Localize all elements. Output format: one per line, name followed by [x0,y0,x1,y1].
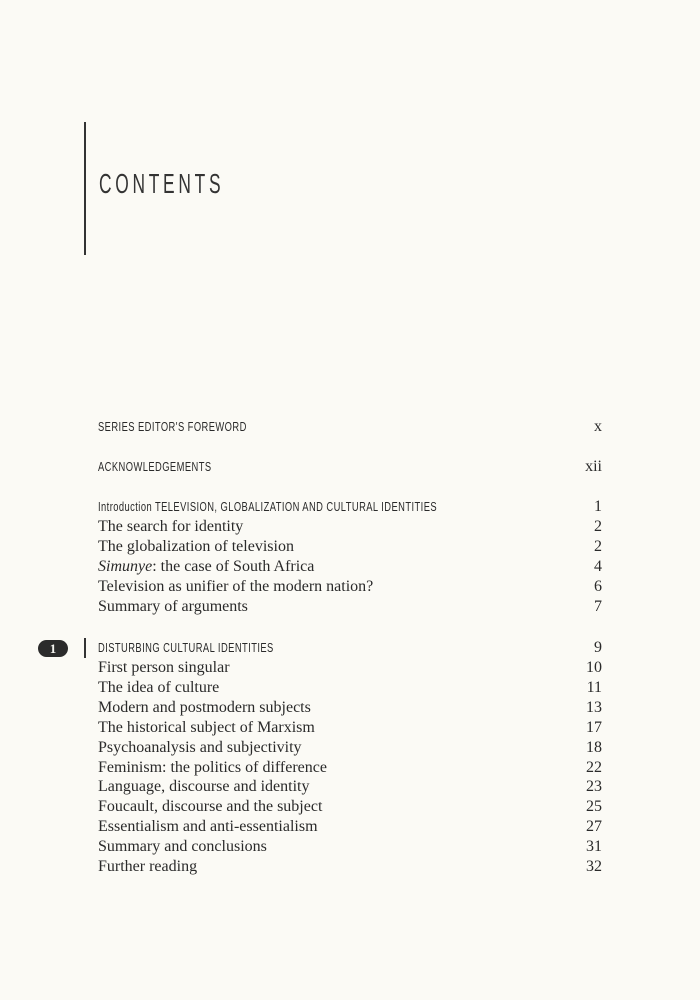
section-page: 6 [594,578,602,595]
introduction-prefix: Introduction [98,499,153,514]
toc-row-chapter-1[interactable] [98,638,602,658]
section-label [98,557,314,577]
section-label: Essentialism and anti-essentialism [98,818,318,835]
toc-row[interactable] [98,718,602,738]
toc-row-acknowledgements[interactable] [98,457,602,477]
chapter-vertical-rule [84,638,86,658]
section-label: Television as unifier of the modern nation? [98,578,374,595]
section-page: 17 [586,719,602,736]
section-label: Summary and conclusions [98,838,267,855]
toc-row[interactable] [98,658,602,678]
section-label: The idea of culture [98,679,220,696]
section-page: 2 [594,518,602,535]
toc-row[interactable] [98,597,602,617]
section-page: 25 [586,798,602,815]
toc-row[interactable] [98,577,602,597]
section-label: First person singular [98,659,230,676]
toc-row[interactable] [98,738,602,758]
section-label: Language, discourse and identity [98,778,310,795]
foreword-label: SERIES EDITOR'S FOREWORD [98,419,247,434]
section-page: 11 [586,679,602,696]
toc-row[interactable] [98,817,602,837]
toc-row[interactable] [98,517,602,537]
introduction-title: TELEVISION, GLOBALIZATION AND CULTURAL IDENTITIES [154,499,438,514]
acknowledgements-page: xii [585,458,602,475]
section-label: The globalization of television [98,538,294,555]
section-label: Foucault, discourse and the subject [98,798,323,815]
foreword-page: x [594,418,602,435]
toc-row[interactable] [98,537,602,557]
section-page: 23 [586,778,602,795]
section-label: The historical subject of Marxism [98,719,315,736]
section-page: 13 [586,699,602,716]
introduction-heading [98,497,437,517]
acknowledgements-label: ACKNOWLEDGEMENTS [98,459,212,474]
toc-row[interactable] [98,557,602,577]
toc-row[interactable] [98,698,602,718]
toc-row[interactable] [98,857,602,877]
section-page: 4 [594,558,602,575]
section-label: Feminism: the politics of difference [98,759,327,776]
section-label: Modern and postmodern subjects [98,699,311,716]
toc-row[interactable] [98,758,602,778]
section-label: Summary of arguments [98,598,248,615]
toc-row[interactable] [98,797,602,817]
section-label: Further reading [98,858,198,875]
page-title: CONTENTS [99,168,225,199]
title-vertical-rule [84,122,86,255]
section-page: 10 [586,659,602,676]
section-page: 31 [586,838,602,855]
section-label-italic: Simunye [98,558,153,575]
toc-row-foreword[interactable] [98,417,602,437]
introduction-page: 1 [594,498,602,515]
section-page: 22 [586,759,602,776]
chapter-1-heading: DISTURBING CULTURAL IDENTITIES [98,640,274,655]
chapter-1-page: 9 [594,639,602,656]
toc-row[interactable] [98,837,602,857]
section-page: 27 [586,818,602,835]
section-label: Psychoanalysis and subjectivity [98,739,302,756]
section-label: The search for identity [98,518,244,535]
section-page: 32 [586,858,602,875]
toc-row[interactable] [98,777,602,797]
toc-row[interactable] [98,678,602,698]
section-page: 2 [594,538,602,555]
section-page: 7 [594,598,602,615]
toc-row-introduction[interactable] [98,497,602,517]
chapter-number-badge: 1 [38,640,68,657]
section-page: 18 [586,739,602,756]
section-label-rest: : the case of South Africa [152,558,315,575]
